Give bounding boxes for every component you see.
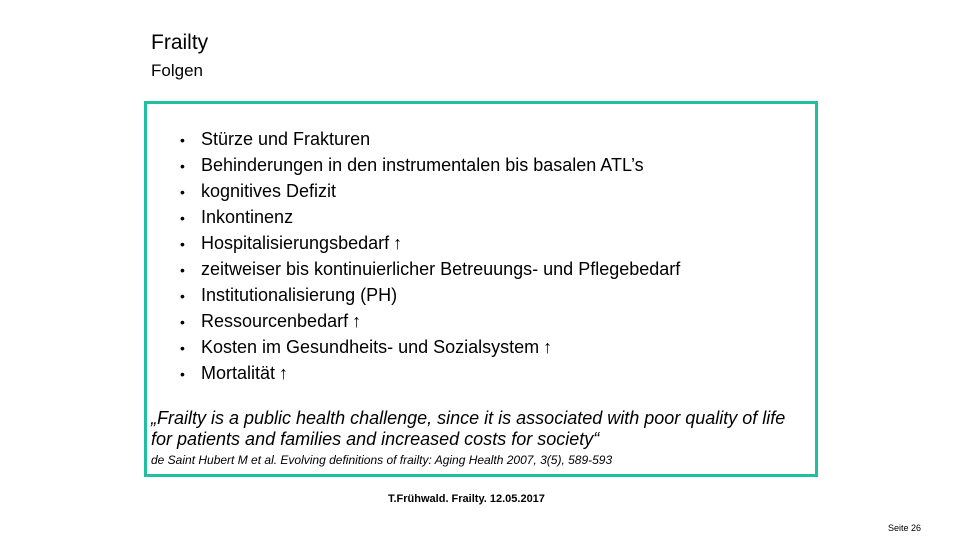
bullet-item <box>180 204 684 230</box>
bullet-item <box>180 178 684 204</box>
bullet-icon: • <box>180 236 185 252</box>
bullet-text: Stürze und Frakturen <box>201 129 371 149</box>
bullet-item <box>180 360 684 386</box>
bullet-icon: • <box>180 340 185 356</box>
bullet-text: Institutionalisierung (PH) <box>201 285 398 305</box>
bullet-text: Kosten im Gesundheits- und Sozialsystem <box>201 337 540 357</box>
bullet-icon: • <box>180 288 185 304</box>
quote-text: „Frailty is a public health challenge, since it is associated with poor quality of life for patients and families and increased costs for society“ <box>151 408 786 449</box>
bullet-item <box>180 230 684 256</box>
bullet-text: Hospitalisierungsbedarf <box>201 233 390 253</box>
slide-title: Frailty <box>151 31 209 54</box>
bullet-icon: • <box>180 262 185 278</box>
bullet-icon: • <box>180 132 185 148</box>
bullet-icon: • <box>180 184 185 200</box>
bullet-item <box>180 152 684 178</box>
up-arrow-icon: ↑ <box>543 337 553 357</box>
bullet-text: zeitweiser bis kontinuierlicher Betreuungs- und Pflegebedarf <box>201 259 681 279</box>
bullet-text: Inkontinenz <box>201 207 294 227</box>
bullet-text: Ressourcenbedarf <box>201 311 349 331</box>
bullet-icon: • <box>180 314 185 330</box>
bullet-icon: • <box>180 158 185 174</box>
bullet-item <box>180 308 684 334</box>
bullet-item <box>180 334 684 360</box>
up-arrow-icon: ↑ <box>352 311 362 331</box>
up-arrow-icon: ↑ <box>279 363 289 383</box>
page-number: Seite 26 <box>887 523 921 533</box>
bullet-icon: • <box>180 210 185 226</box>
bullet-item <box>180 126 684 152</box>
bullet-icon: • <box>180 366 185 382</box>
bullet-text: Mortalität <box>201 363 276 383</box>
footer-text: T.Frühwald. Frailty. 12.05.2017 <box>388 493 545 505</box>
bullet-text: kognitives Defizit <box>201 181 337 201</box>
up-arrow-icon: ↑ <box>393 233 403 253</box>
citation-text: de Saint Hubert M et al. Evolving definitions of frailty: Aging Health 2007, 3(5), 589-593 <box>151 453 613 467</box>
slide-subtitle: Folgen <box>151 61 203 80</box>
bullet-list <box>180 126 684 386</box>
bullet-item <box>180 282 684 308</box>
bullet-text: Behinderungen in den instrumentalen bis basalen ATL’s <box>201 155 644 175</box>
bullet-item <box>180 256 684 282</box>
